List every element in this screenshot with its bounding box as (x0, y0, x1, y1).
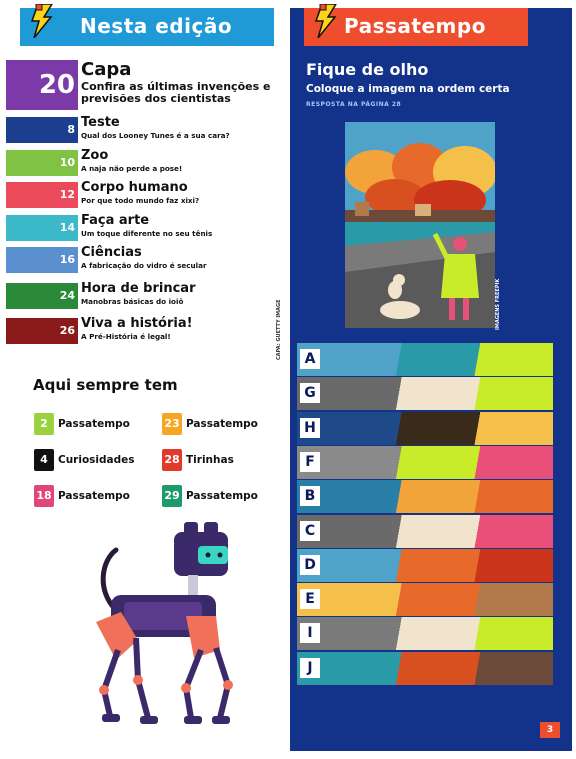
always-page-chip: 29 (162, 485, 182, 507)
toc-subtitle: Manobras básicas do ioiô (81, 297, 184, 306)
robot-dog-illustration (76, 520, 241, 730)
always-label: Passatempo (186, 418, 258, 430)
toc-page-number: 26 (6, 318, 78, 344)
puzzle-strip (297, 343, 553, 376)
toc-title: Faça arte (81, 213, 150, 228)
puzzle-strip (297, 412, 553, 445)
toc-page-number: 16 (6, 247, 78, 273)
toc-subtitle: Confira as últimas invenções e previsões dos cientistas (81, 80, 271, 105)
always-label: Passatempo (58, 490, 130, 502)
strip-letter-label: A (300, 349, 320, 369)
toc-page-number: 8 (6, 117, 78, 143)
strip-letter-label: E (300, 589, 320, 609)
section-header-nesta-edicao (20, 8, 274, 46)
strip-letter-label: B (300, 486, 320, 506)
always-page-chip: 2 (34, 413, 54, 435)
always-item[interactable] (162, 449, 282, 473)
section-header-title: Nesta edição (80, 14, 233, 38)
strip-letter-label: I (300, 623, 320, 643)
toc-title: Zoo (81, 148, 109, 163)
always-item[interactable] (34, 413, 154, 437)
toc-subtitle: A Pré-História é legal! (81, 332, 171, 341)
puzzle-strip (297, 515, 553, 548)
toc-item[interactable] (6, 215, 276, 241)
toc-page-number: 14 (6, 215, 78, 241)
lightning-bolt-icon (28, 4, 54, 38)
puzzle-strip (297, 583, 553, 616)
toc-item[interactable] (6, 247, 276, 273)
always-page-chip: 28 (162, 449, 182, 471)
puzzle-strip (297, 617, 553, 650)
strip-letter-label: F (300, 452, 320, 472)
toc-title: Ciências (81, 245, 142, 260)
answer-reference: RESPOSTA NA PÁGINA 28 (306, 101, 402, 108)
section-header-title: Passatempo (344, 14, 486, 38)
toc-item[interactable] (6, 283, 276, 309)
section-header-passatempo (304, 8, 528, 46)
toc-subtitle: Qual dos Looney Tunes é a sua cara? (81, 131, 230, 140)
toc-item[interactable] (6, 318, 276, 344)
strip-letter-label: J (300, 658, 320, 678)
image-credit: IMAGENS FREEPIK (495, 278, 501, 330)
strip-letter-label: C (300, 521, 320, 541)
puzzle-strip (297, 480, 553, 513)
toc-page-number: 10 (6, 150, 78, 176)
puzzle-strip (297, 446, 553, 479)
toc-page-number: 20 (6, 60, 78, 110)
toc-title: Capa (81, 59, 132, 80)
always-label: Curiosidades (58, 454, 135, 466)
puzzle-title: Fique de olho (306, 60, 429, 79)
toc-item[interactable] (6, 60, 276, 110)
puzzle-strip (297, 549, 553, 582)
always-label: Passatempo (186, 490, 258, 502)
strip-letter-label: G (300, 383, 320, 403)
toc-title: Viva a história! (81, 316, 193, 331)
strip-letter-label: H (300, 418, 320, 438)
toc-subtitle: Por que todo mundo faz xixi? (81, 196, 200, 205)
strip-letter-label: D (300, 555, 320, 575)
always-label: Passatempo (58, 418, 130, 430)
toc-item[interactable] (6, 150, 276, 176)
always-page-chip: 18 (34, 485, 54, 507)
autumn-scene-image (345, 122, 495, 328)
always-item[interactable] (34, 485, 154, 509)
always-page-chip: 4 (34, 449, 54, 471)
toc-title: Teste (81, 115, 120, 130)
toc-page-number: 24 (6, 283, 78, 309)
toc-subtitle: A fabricação do vidro é secular (81, 261, 207, 270)
always-item[interactable] (34, 449, 154, 473)
puzzle-strip (297, 377, 553, 410)
toc-item[interactable] (6, 182, 276, 208)
toc-title: Hora de brincar (81, 281, 196, 296)
puzzle-strip (297, 652, 553, 685)
always-item[interactable] (162, 413, 282, 437)
puzzle-subtitle: Coloque a imagem na ordem certa (306, 83, 510, 95)
lightning-bolt-icon (312, 4, 338, 38)
toc-item[interactable] (6, 117, 276, 143)
page-number: 3 (540, 722, 560, 738)
always-item[interactable] (162, 485, 282, 509)
toc-subtitle: Um toque diferente no seu tênis (81, 229, 213, 238)
always-label: Tirinhas (186, 454, 234, 466)
toc-title: Corpo humano (81, 180, 188, 195)
cover-credit: CAPA: GUETTY IMAGE (276, 299, 282, 360)
toc-page-number: 12 (6, 182, 78, 208)
always-page-chip: 23 (162, 413, 182, 435)
toc-subtitle: A naja não perde a pose! (81, 164, 183, 173)
always-section-title: Aqui sempre tem (33, 376, 178, 394)
